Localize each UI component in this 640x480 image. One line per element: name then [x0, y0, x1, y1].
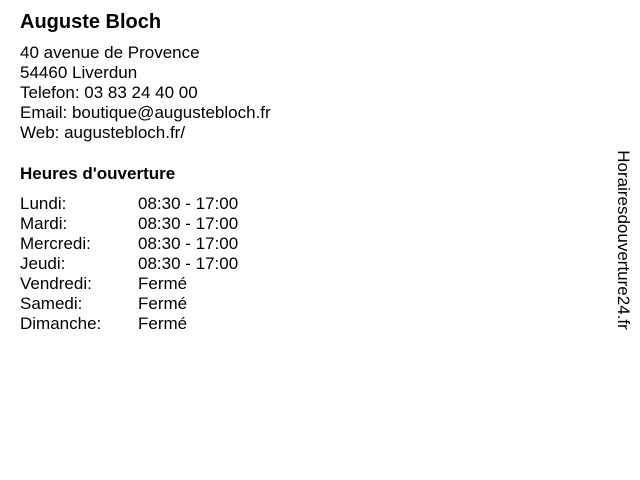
day-hours: Fermé [138, 294, 188, 313]
day-label: Samedi: [20, 294, 83, 313]
phone-text: Telefon: 03 83 24 40 00 [20, 83, 198, 102]
business-name: Auguste Bloch [20, 11, 162, 33]
day-label: Mercredi: [20, 234, 91, 253]
day-label: Dimanche: [20, 314, 102, 333]
address-street: 40 avenue de Provence [20, 43, 200, 62]
opening-hours-heading: Heures d'ouverture [20, 164, 176, 183]
day-hours: Fermé [138, 314, 188, 333]
day-hours: 08:30 - 17:00 [138, 254, 239, 273]
email-text: Email: boutique@augustebloch.fr [20, 103, 271, 122]
day-label: Vendredi: [20, 274, 92, 293]
day-hours: 08:30 - 17:00 [138, 214, 239, 233]
address-city: 54460 Liverdun [20, 63, 138, 82]
day-hours: 08:30 - 17:00 [138, 234, 239, 253]
day-hours: 08:30 - 17:00 [138, 194, 239, 213]
day-label: Mardi: [20, 214, 68, 233]
day-label: Lundi: [20, 194, 67, 213]
day-label: Jeudi: [20, 254, 66, 273]
site-watermark: Horairesdouverture24.fr [614, 150, 633, 330]
web-text: Web: augustebloch.fr/ [20, 123, 186, 142]
contact-block [20, 43, 271, 143]
day-hours: Fermé [138, 274, 188, 293]
